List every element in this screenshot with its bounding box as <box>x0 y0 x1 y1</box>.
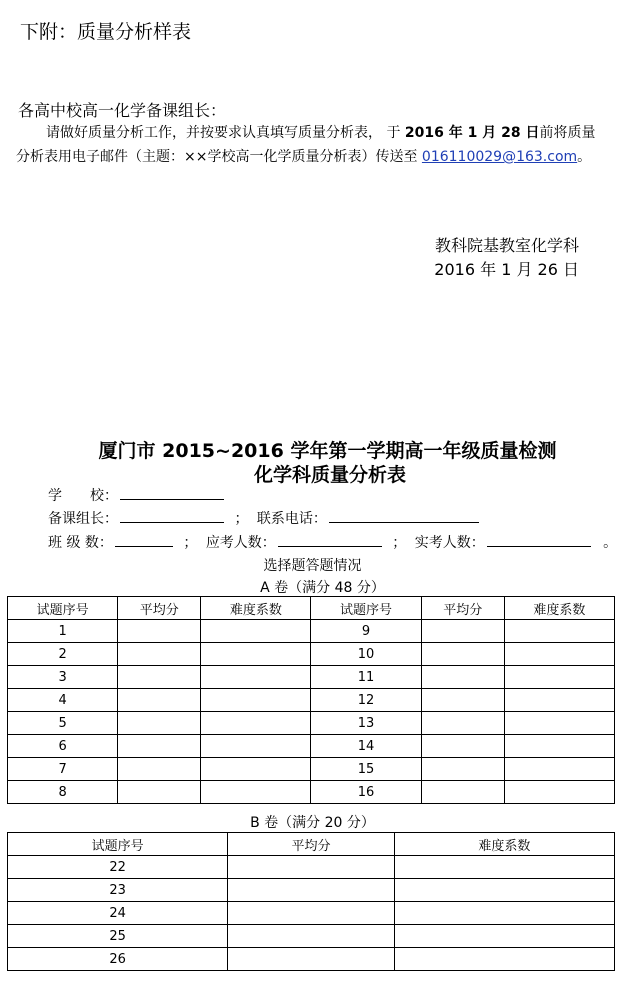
question-number-cell: 14 <box>311 735 421 758</box>
table-b <box>7 832 615 971</box>
average-score-cell[interactable] <box>421 666 504 689</box>
difficulty-cell[interactable] <box>201 781 311 804</box>
difficulty-cell[interactable] <box>504 666 614 689</box>
question-number-cell: 7 <box>8 758 118 781</box>
difficulty-cell[interactable] <box>504 620 614 643</box>
column-header: 难度系数 <box>394 833 614 856</box>
greeting: 各高中校高一化学备课组长： <box>18 101 227 120</box>
column-header: 试题序号 <box>8 833 228 856</box>
average-score-cell[interactable] <box>228 879 394 902</box>
average-score-cell[interactable] <box>228 925 394 948</box>
difficulty-cell[interactable] <box>201 620 311 643</box>
difficulty-cell[interactable] <box>201 643 311 666</box>
column-header: 试题序号 <box>311 597 421 620</box>
difficulty-cell[interactable] <box>504 712 614 735</box>
instruction-text: 分析表用电子邮件（主题：××学校高一化学质量分析表）传送至 <box>16 149 422 165</box>
leader-row <box>48 508 479 528</box>
average-score-cell[interactable] <box>118 666 201 689</box>
average-score-cell[interactable] <box>118 620 201 643</box>
separator: ； <box>183 535 198 551</box>
instruction-line-2 <box>16 146 591 166</box>
email-link[interactable]: 016110029@163.com <box>421 149 578 165</box>
difficulty-cell[interactable] <box>504 689 614 712</box>
question-number-cell: 3 <box>8 666 118 689</box>
table-row <box>8 879 615 902</box>
average-score-cell[interactable] <box>118 689 201 712</box>
table-row <box>8 758 615 781</box>
leader-field[interactable] <box>120 508 224 523</box>
question-number-cell: 15 <box>311 758 421 781</box>
column-header: 难度系数 <box>201 597 311 620</box>
difficulty-cell[interactable] <box>201 666 311 689</box>
column-header: 平均分 <box>421 597 504 620</box>
question-number-cell: 16 <box>311 781 421 804</box>
difficulty-cell[interactable] <box>394 856 614 879</box>
table-row <box>8 735 615 758</box>
average-score-cell[interactable] <box>421 712 504 735</box>
question-number-cell: 23 <box>8 879 228 902</box>
question-number-cell: 22 <box>8 856 228 879</box>
average-score-cell[interactable] <box>118 758 201 781</box>
difficulty-cell[interactable] <box>394 902 614 925</box>
question-number-cell: 5 <box>8 712 118 735</box>
table-a-title: A 卷（满分 48 分） <box>260 580 385 596</box>
question-number-cell: 1 <box>8 620 118 643</box>
signature-org: 教科院基教室化学科 <box>434 236 579 255</box>
class-row <box>48 532 617 552</box>
question-number-cell: 4 <box>8 689 118 712</box>
question-number-cell: 24 <box>8 902 228 925</box>
separator: ； <box>234 511 249 527</box>
question-number-cell: 10 <box>311 643 421 666</box>
column-header: 难度系数 <box>504 597 614 620</box>
page-heading: 下附：质量分析样表 <box>20 21 192 43</box>
expected-count-label: 应考人数： <box>205 535 276 551</box>
difficulty-cell[interactable] <box>201 758 311 781</box>
phone-label: 联系电话： <box>256 511 327 527</box>
signature-date: 2016 年 1 月 26 日 <box>434 260 579 279</box>
table-row <box>8 620 615 643</box>
table-row <box>8 643 615 666</box>
form-subtitle: 化学科质量分析表 <box>253 464 406 486</box>
phone-field[interactable] <box>329 508 479 523</box>
average-score-cell[interactable] <box>421 735 504 758</box>
average-score-cell[interactable] <box>118 643 201 666</box>
instruction-text: 前将质量 <box>539 125 596 141</box>
difficulty-cell[interactable] <box>394 948 614 971</box>
question-number-cell: 8 <box>8 781 118 804</box>
form-title: 厦门市 2015~2016 学年第一学期高一年级质量检测 <box>98 440 557 462</box>
separator: ； <box>392 535 407 551</box>
table-row <box>8 856 615 879</box>
instruction-text: 。 <box>577 149 592 165</box>
difficulty-cell[interactable] <box>201 689 311 712</box>
end-mark: 。 <box>603 535 618 551</box>
school-field[interactable] <box>120 485 224 500</box>
instruction-text: 请做好质量分析工作，并按要求认真填写质量分析表， 于 <box>46 125 405 141</box>
average-score-cell[interactable] <box>421 643 504 666</box>
school-label: 学 校： <box>48 488 118 504</box>
table-row <box>8 902 615 925</box>
average-score-cell[interactable] <box>421 781 504 804</box>
question-number-cell: 11 <box>311 666 421 689</box>
question-number-cell: 25 <box>8 925 228 948</box>
actual-count-label: 实考人数： <box>414 535 485 551</box>
table-row <box>8 948 615 971</box>
question-number-cell: 26 <box>8 948 228 971</box>
deadline-date: 2016 年 1 月 28 日 <box>404 125 540 141</box>
average-score-cell[interactable] <box>118 781 201 804</box>
table-row <box>8 689 615 712</box>
table-header-row <box>8 597 615 620</box>
average-score-cell[interactable] <box>421 758 504 781</box>
table-row <box>8 666 615 689</box>
difficulty-cell[interactable] <box>394 879 614 902</box>
instruction-line-1 <box>46 122 595 142</box>
leader-label: 备课组长： <box>48 511 118 527</box>
column-header: 平均分 <box>228 833 394 856</box>
average-score-cell[interactable] <box>228 948 394 971</box>
average-score-cell[interactable] <box>421 620 504 643</box>
choice-section-title: 选择题答题情况 <box>263 558 362 574</box>
average-score-cell[interactable] <box>228 856 394 879</box>
table-a <box>7 596 615 804</box>
average-score-cell[interactable] <box>118 712 201 735</box>
question-number-cell: 6 <box>8 735 118 758</box>
class-count-label: 班 级 数： <box>48 535 113 551</box>
difficulty-cell[interactable] <box>201 735 311 758</box>
difficulty-cell[interactable] <box>504 643 614 666</box>
average-score-cell[interactable] <box>228 902 394 925</box>
table-b-title: B 卷（满分 20 分） <box>250 815 375 831</box>
average-score-cell[interactable] <box>118 735 201 758</box>
school-row <box>48 485 224 505</box>
table-row <box>8 712 615 735</box>
question-number-cell: 2 <box>8 643 118 666</box>
table-header-row <box>8 833 615 856</box>
difficulty-cell[interactable] <box>504 758 614 781</box>
difficulty-cell[interactable] <box>504 735 614 758</box>
difficulty-cell[interactable] <box>394 925 614 948</box>
expected-count-field[interactable] <box>278 532 382 547</box>
column-header: 试题序号 <box>8 597 118 620</box>
question-number-cell: 13 <box>311 712 421 735</box>
difficulty-cell[interactable] <box>504 781 614 804</box>
actual-count-field[interactable] <box>487 532 591 547</box>
class-count-field[interactable] <box>115 532 173 547</box>
column-header: 平均分 <box>118 597 201 620</box>
difficulty-cell[interactable] <box>201 712 311 735</box>
average-score-cell[interactable] <box>421 689 504 712</box>
question-number-cell: 9 <box>311 620 421 643</box>
table-row <box>8 925 615 948</box>
question-number-cell: 12 <box>311 689 421 712</box>
table-row <box>8 781 615 804</box>
